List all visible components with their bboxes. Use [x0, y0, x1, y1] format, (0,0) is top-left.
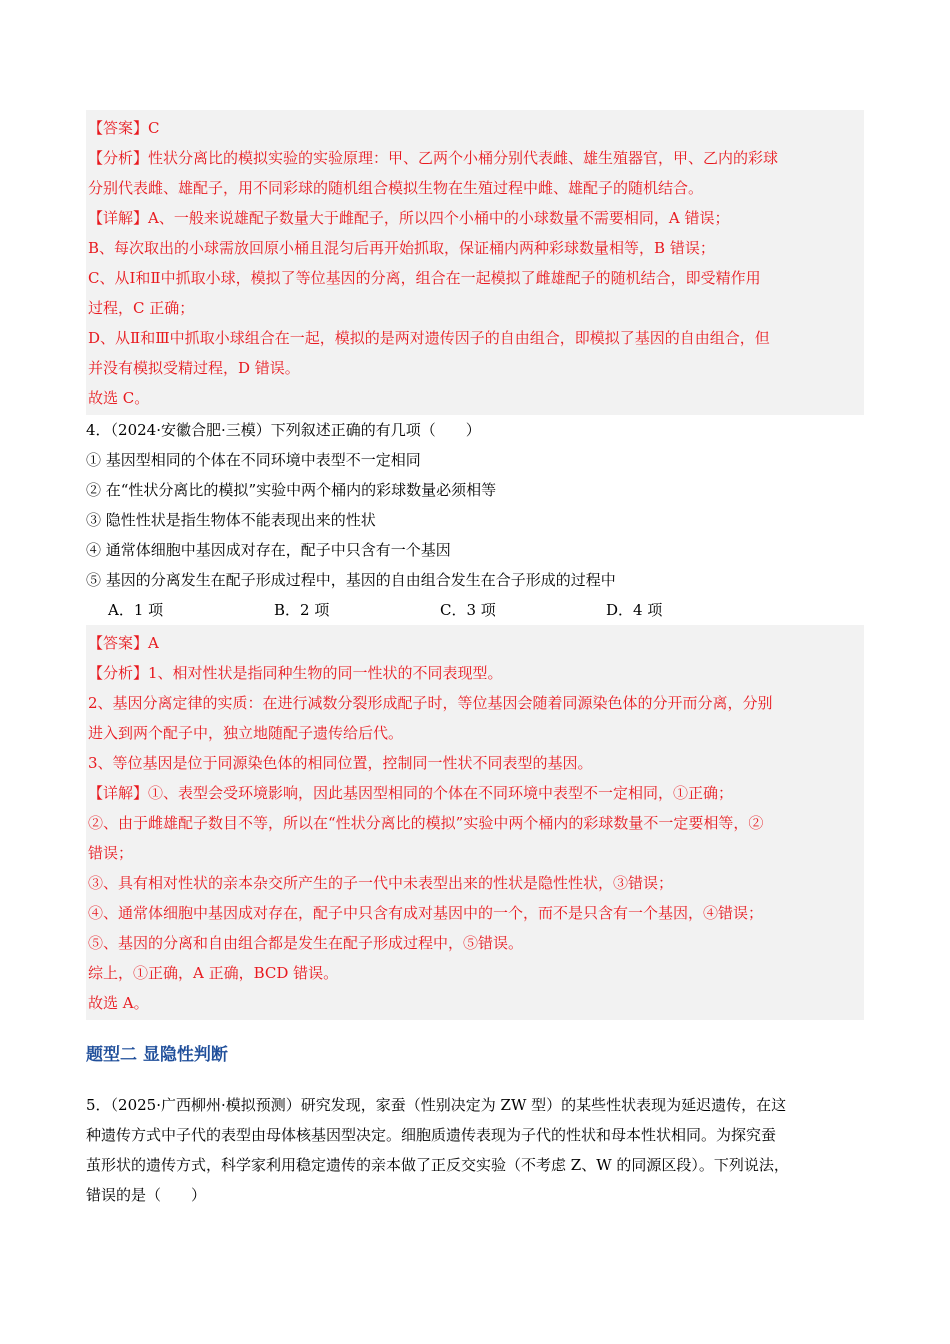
question-stem-line: 错误的是（ ）	[86, 1186, 207, 1204]
detail-text: A、一般来说雄配子数量大于雌配子，所以四个小桶中的小球数量不需要相同，A 错误；	[148, 209, 730, 227]
question-stem: 4．（2024·安徽合肥·三模）下列叙述正确的有几项（ ）	[86, 421, 481, 439]
detail-line: ⑤、基因的分离和自由组合都是发生在配子形成过程中，⑤错误。	[88, 934, 524, 952]
statement-item: ① 基因型相同的个体在不同环境中表型不一定相同	[86, 451, 421, 469]
answer-line	[88, 113, 864, 143]
option-b: B．2 项	[274, 601, 330, 619]
conclusion-line: 故选 A。	[88, 994, 149, 1012]
analysis-line	[88, 658, 864, 688]
detail-tag: 【详解】	[88, 209, 149, 227]
analysis-tag: 【分析】	[88, 664, 149, 682]
conclusion-line: 故选 C。	[88, 389, 150, 407]
statement-item: ④ 通常体细胞中基因成对存在，配子中只含有一个基因	[86, 541, 451, 559]
detail-line: 错误；	[88, 844, 134, 862]
analysis-text: 1、相对性状是指同种生物的同一性状的不同表现型。	[148, 664, 503, 682]
answer-value: A	[148, 634, 159, 652]
answer-value: C	[148, 119, 160, 137]
answer-tag: 【答案】	[88, 634, 149, 652]
detail-line: B、每次取出的小球需放回原小桶且混匀后再开始抓取，保证桶内两种彩球数量相等，B 错误；	[88, 239, 715, 257]
detail-line: ②、由于雌雄配子数目不等，所以在“性状分离比的模拟”实验中两个桶内的彩球数量不一定要相等，②	[88, 814, 764, 832]
question-stem-line: 茧形状的遗传方式，科学家利用稳定遗传的亲本做了正反交实验（不考虑 Z、W 的同源区段）。下列说法，	[86, 1156, 789, 1174]
detail-text: ①、表型会受环境影响，因此基因型相同的个体在不同环境中表型不一定相同，①正确；	[148, 784, 734, 802]
statement-item: ② 在“性状分离比的模拟”实验中两个桶内的彩球数量必须相等	[86, 481, 497, 499]
detail-line: ④、通常体细胞中基因成对存在，配子中只含有成对基因中的一个，而不是只含有一个基因，④错误；	[88, 904, 764, 922]
question-stem-line: 5．（2025·广西柳州·模拟预测）研究发现，家蚕（性别决定为 ZW 型）的某些性状表现为延迟遗传，在这	[86, 1096, 787, 1114]
question-5	[86, 1090, 864, 1210]
detail-line	[88, 203, 864, 233]
detail-line: D、从Ⅱ和Ⅲ中抓取小球组合在一起，模拟的是两对遗传因子的自由组合，即模拟了基因的自由组合，但	[88, 329, 770, 347]
analysis-line: 分别代表雌、雄配子，用不同彩球的随机组合模拟生物在生殖过程中雌、雄配子的随机结合。	[88, 179, 704, 197]
section-title: 题型二 显隐性判断	[86, 1045, 228, 1065]
detail-line: 过程，C 正确；	[88, 299, 195, 317]
option-a: A．1 项	[108, 601, 164, 619]
option-d: D．4 项	[606, 601, 663, 619]
analysis-line: 3、等位基因是位于同源染色体的相同位置，控制同一性状不同表型的基因。	[88, 754, 593, 772]
question-4	[86, 415, 864, 625]
analysis-text: 性状分离比的模拟实验的实验原理：甲、乙两个小桶分别代表雌、雄生殖器官，甲、乙内的彩球	[148, 149, 779, 167]
statement-item: ③ 隐性性状是指生物体不能表现出来的性状	[86, 511, 376, 529]
analysis-line	[88, 143, 864, 173]
detail-tag: 【详解】	[88, 784, 149, 802]
detail-line: C、从Ⅰ和Ⅱ中抓取小球，模拟了等位基因的分离，组合在一起模拟了雌雄配子的随机结合，即受精作用	[88, 269, 761, 287]
summary-line: 综上，①正确，A 正确，BCD 错误。	[88, 964, 339, 982]
detail-line	[88, 778, 864, 808]
answer-block-q4	[86, 625, 864, 1020]
detail-line: 并没有模拟受精过程，D 错误。	[88, 359, 300, 377]
answer-options	[86, 595, 864, 625]
option-c: C．3 项	[440, 601, 496, 619]
answer-tag: 【答案】	[88, 119, 149, 137]
statement-item: ⑤ 基因的分离发生在配子形成过程中，基因的自由组合发生在合子形成的过程中	[86, 571, 616, 589]
analysis-line: 2、基因分离定律的实质：在进行减数分裂形成配子时，等位基因会随着同源染色体的分开而分离，分别	[88, 694, 773, 712]
analysis-line: 进入到两个配子中，独立地随配子遗传给后代。	[88, 724, 404, 742]
document-page	[86, 110, 864, 1210]
detail-line: ③、具有相对性状的亲本杂交所产生的子一代中未表型出来的性状是隐性性状，③错误；	[88, 874, 674, 892]
analysis-tag: 【分析】	[88, 149, 149, 167]
question-stem-line: 种遗传方式中子代的表型由母体核基因型决定。细胞质遗传表现为子代的性状和母本性状相同。为探究蚕	[86, 1126, 777, 1144]
answer-block-q3	[86, 110, 864, 415]
answer-line	[88, 628, 864, 658]
